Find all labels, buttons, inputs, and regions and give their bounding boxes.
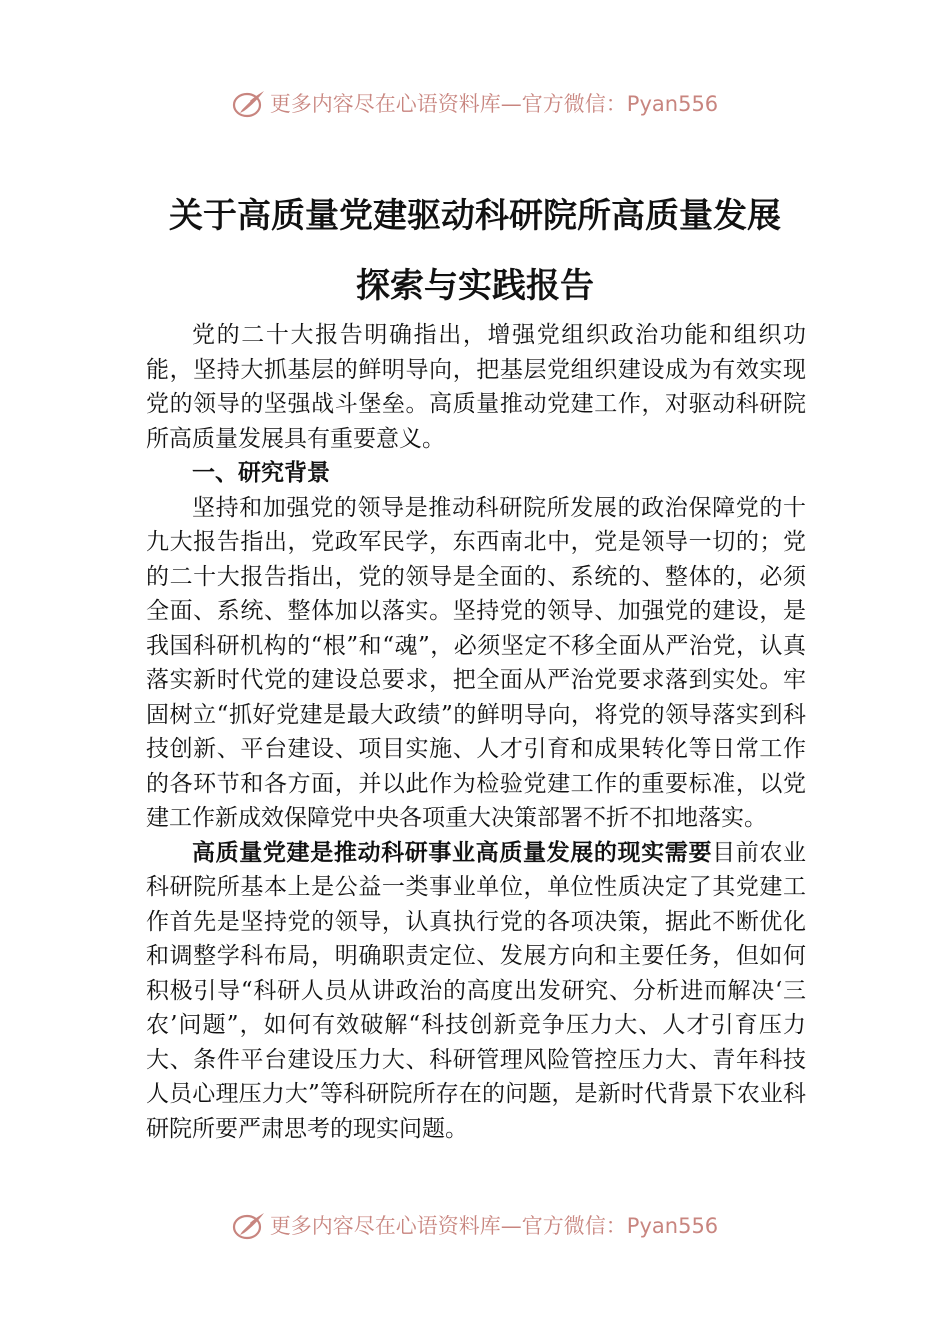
quill-pen-logo-icon [232,1211,266,1241]
section-1-heading: 一、研究背景 [192,460,330,486]
section-1-paragraph-1: 坚持和加强党的领导是推动科研院所发展的政治保障党的十九大报告指出，党政军民学，东西南北中，党是领导一切的；党的二十大报告指出，党的领导是全面的、系统的、整体的，必须全面、系统、整体加以落实。坚持党的领导、加强党的建设，是我国科研机构的“根”和“魂”，必须坚定不移全面从严治党，认真落实新时代党的建设总要求，把全面从严治党要求落到实处。牢固树立“抓好党建是最大政绩”的鲜明导向，将党的领导落实到科技创新、平台建设、项目实施、人才引育和成果转化等日常工作的各环节和各方面，并以此作为检验党建工作的重要标准，以党建工作新成效保障党中央各项重大决策部署不折不扣地落实。 [146,494,806,831]
section-1-paragraph-2-lead: 高质量党建是推动科研事业高质量发展的现实需要 [192,839,713,866]
footer-watermark-text: 更多内容尽在心语资料库—官方微信：Pyan556 [269,1214,719,1238]
header-watermark-banner [0,88,950,119]
document-title-line-1: 关于高质量党建驱动科研院所高质量发展 [169,196,781,236]
document-title-line-2: 探索与实践报告 [356,266,594,306]
intro-paragraph: 党的二十大报告明确指出，增强党组织政治功能和组织功能，坚持大抓基层的鲜明导向，把基层党组织建设成为有效实现党的领导的坚强战斗堡垒。高质量推动党建工作，对驱动科研院所高质量发展具有重要意义。 [146,322,806,452]
footer-watermark-banner [0,1210,950,1241]
section-1-paragraph-2-text: 目前农业科研院所基本上是公益一类事业单位，单位性质决定了其党建工作首先是坚持党的领导，认真执行党的各项决策，据此不断优化和调整学科布局，明确职责定位、发展方向和主要任务，但如何积极引导“科研人员从讲政治的高度出发研究、分析进而解决‘三农’问题”，如何有效破解“科技创新竞争压力大、人才引育压力大、条件平台建设压力大、科研管理风险管控压力大、青年科技人员心理压力大”等科研院所存在的问题，是新时代背景下农业科研院所要严肃思考的现实问题。 [146,839,807,1142]
quill-pen-logo-icon [232,89,266,119]
section-1-paragraph-2 [146,836,806,1147]
document-body [146,318,806,1146]
header-watermark-text: 更多内容尽在心语资料库—官方微信：Pyan556 [269,92,719,116]
